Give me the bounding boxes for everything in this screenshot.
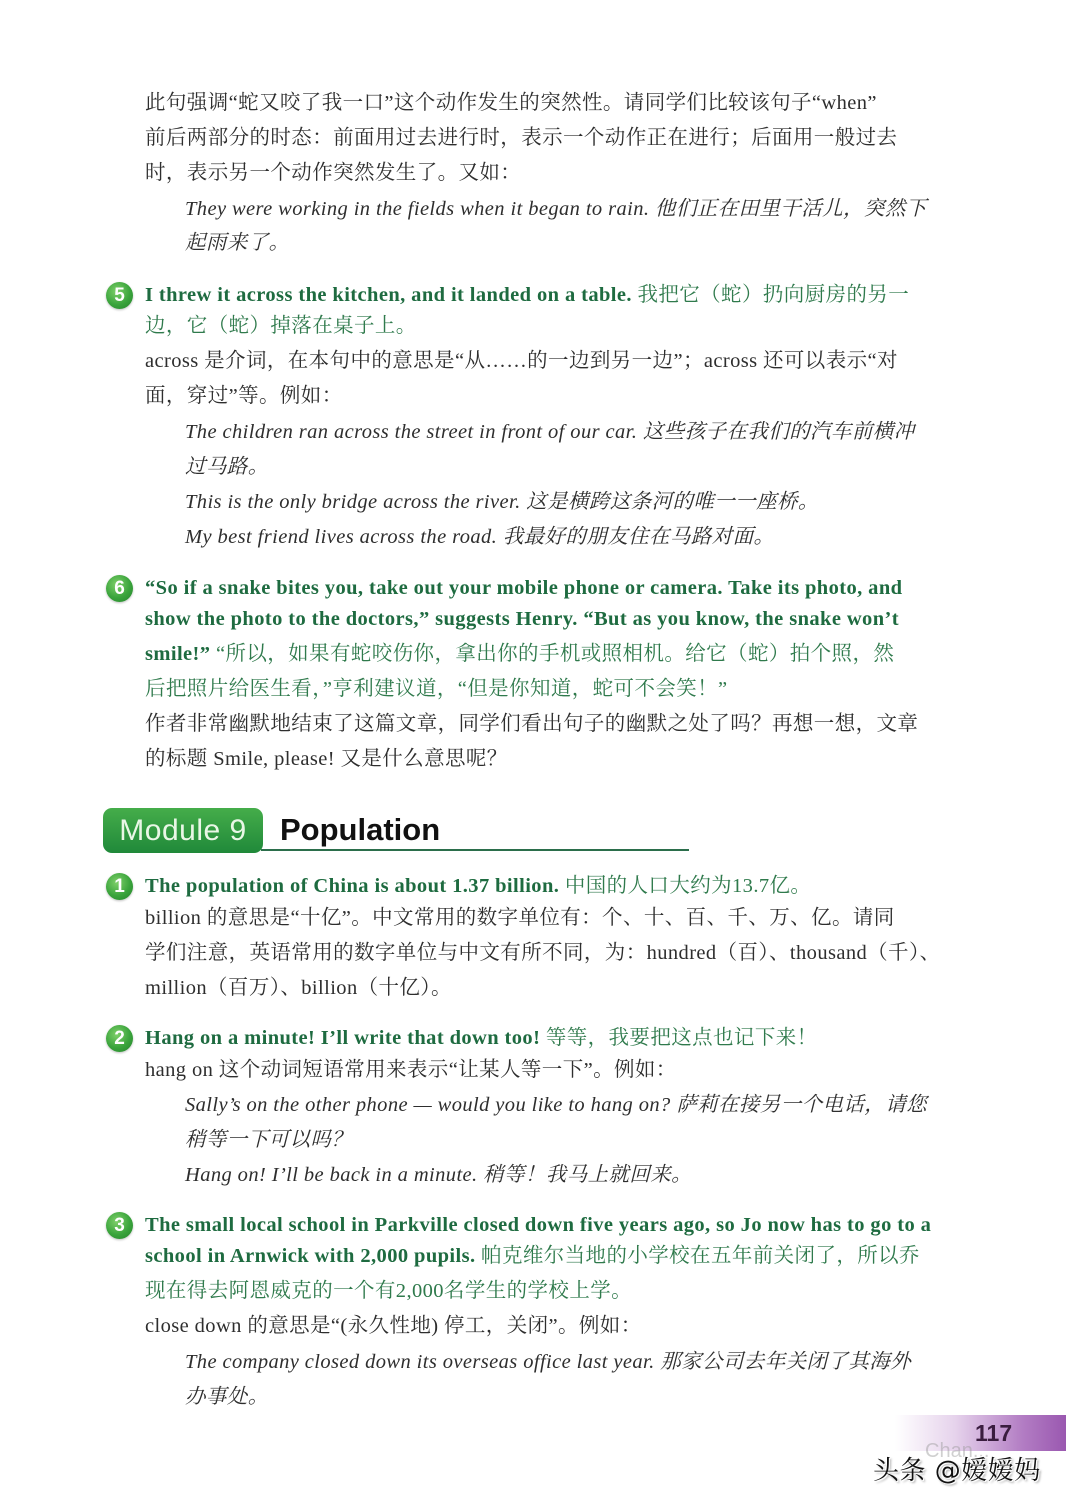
intro-line-1: 此句强调“蛇又咬了我一口”这个动作发生的突然性。请同学们比较该句子“when” xyxy=(145,92,877,114)
m9-item1-heading-zh: 中国的人口大约为13.7亿。 xyxy=(559,875,812,897)
m9-item2-heading-en: Hang on a minute! I’ll write that down too! xyxy=(145,1027,541,1049)
m9-item2-heading xyxy=(145,1023,818,1053)
number-badge-6: 6 xyxy=(106,575,133,602)
watermark: 头条 @嫒嫒妈 xyxy=(873,1456,1041,1486)
module-title: Population xyxy=(280,812,441,847)
module-header xyxy=(103,808,693,858)
m9-item3-heading-line-3: 现在得去阿恩威克的一个有2,000名学生的学校上学。 xyxy=(145,1280,633,1302)
item6-heading-line-3 xyxy=(145,639,894,669)
m9-item1-note-3: million（百万）、billion（十亿）。 xyxy=(145,977,452,999)
number-badge-1: 1 xyxy=(106,873,133,900)
m9-item2-example-1-cont: 稍等一下可以吗？ xyxy=(185,1129,353,1151)
item5-example-1: The children ran across the street in front of our car. 这些孩子在我们的汽车前横冲 xyxy=(185,421,915,443)
m9-item2-example-2: Hang on! I’ll be back in a minute. 稍等！我马上就回来。 xyxy=(185,1164,693,1186)
intro-example-line-2: 起雨来了。 xyxy=(185,232,290,254)
item6-heading-line-1: “So if a snake bites you, take out your mobile phone or camera. Take its photo, and xyxy=(145,577,903,599)
item6-note-1: 作者非常幽默地结束了这篇文章，同学们看出句子的幽默之处了吗？再想一想，文章 xyxy=(145,713,919,735)
m9-item3-heading-zh: 帕克维尔当地的小学校在五年前关闭了，所以乔 xyxy=(475,1245,920,1267)
item5-example-2: This is the only bridge across the river. 这是横跨这条河的唯一一座桥。 xyxy=(185,491,819,513)
m9-item2-example-1: Sally’s on the other phone — would you like to hang on? 萨莉在接另一个电话，请您 xyxy=(185,1094,927,1116)
number-badge-5: 5 xyxy=(106,282,133,309)
item5-note-1: across 是介词，在本句中的意思是“从……的一边到另一边”；across 还可以表示“对 xyxy=(145,350,898,372)
m9-item3-heading-line-1: The small local school in Parkville closed down five years ago, so Jo now has to go to a xyxy=(145,1214,932,1236)
m9-item3-example-1-cont: 办事处。 xyxy=(185,1386,269,1408)
m9-item1-heading-en: The population of China is about 1.37 billion. xyxy=(145,875,560,897)
number-badge-3: 3 xyxy=(106,1212,133,1239)
m9-item3-heading-line-2 xyxy=(145,1241,920,1271)
item5-note-2: 面，穿过”等。例如： xyxy=(145,385,343,407)
watermark-ghost: Chan... xyxy=(925,1440,990,1462)
m9-item1-note-1: billion 的意思是“十亿”。中文常用的数字单位有：个、十、百、千、万、亿。请同 xyxy=(145,907,895,929)
item5-example-3: My best friend lives across the road. 我最好的朋友住在马路对面。 xyxy=(185,526,775,548)
page-number: 117 xyxy=(975,1420,1013,1446)
module-label: Module 9 xyxy=(103,808,263,853)
m9-item3-heading-en-end: school in Arnwick with 2,000 pupils. xyxy=(145,1245,476,1267)
m9-item2-heading-zh: 等等，我要把这点也记下来！ xyxy=(540,1027,818,1049)
m9-item3-note-1: close down 的意思是“(永久性地) 停工，关闭”。例如： xyxy=(145,1315,642,1337)
number-badge-2: 2 xyxy=(106,1025,133,1052)
item6-heading-en-end: smile!” xyxy=(145,643,211,665)
m9-item3-example-1: The company closed down its overseas office last year. 那家公司去年关闭了其海外 xyxy=(185,1351,912,1373)
item5-example-1-cont: 过马路。 xyxy=(185,456,269,478)
item6-heading-line-4: 后把照片给医生看，”亨利建议道，“但是你知道，蛇可不会笑！” xyxy=(145,678,728,700)
item6-note-2: 的标题 Smile, please! 又是什么意思呢？ xyxy=(145,748,508,770)
item5-heading-line-2: 边，它（蛇）掉落在桌子上。 xyxy=(145,315,417,337)
intro-line-3: 时，表示另一个动作突然发生了。又如： xyxy=(145,162,522,184)
item5-heading-zh: 我把它（蛇）扔向厨房的另一 xyxy=(631,284,910,306)
item6-heading-zh: “所以，如果有蛇咬伤你，拿出你的手机或照相机。给它（蛇）拍个照，然 xyxy=(210,643,895,665)
item6-heading-line-2: show the photo to the doctors,” suggests Henry. “But as you know, the snake won’t xyxy=(145,608,899,630)
item5-heading-line-1 xyxy=(145,280,909,310)
m9-item1-heading xyxy=(145,871,811,901)
intro-example-line-1: They were working in the fields when it began to rain. 他们正在田里干活儿，突然下 xyxy=(185,198,927,220)
intro-line-2: 前后两部分的时态：前面用过去进行时，表示一个动作正在进行；后面用一般过去 xyxy=(145,127,898,149)
m9-item2-note-1: hang on 这个动词短语常用来表示“让某人等一下”。例如： xyxy=(145,1059,677,1081)
m9-item1-note-2: 学们注意，英语常用的数字单位与中文有所不同，为：hundred（百）、thousand（千）、 xyxy=(145,942,941,964)
item5-heading-en: I threw it across the kitchen, and it landed on a table. xyxy=(145,284,632,306)
